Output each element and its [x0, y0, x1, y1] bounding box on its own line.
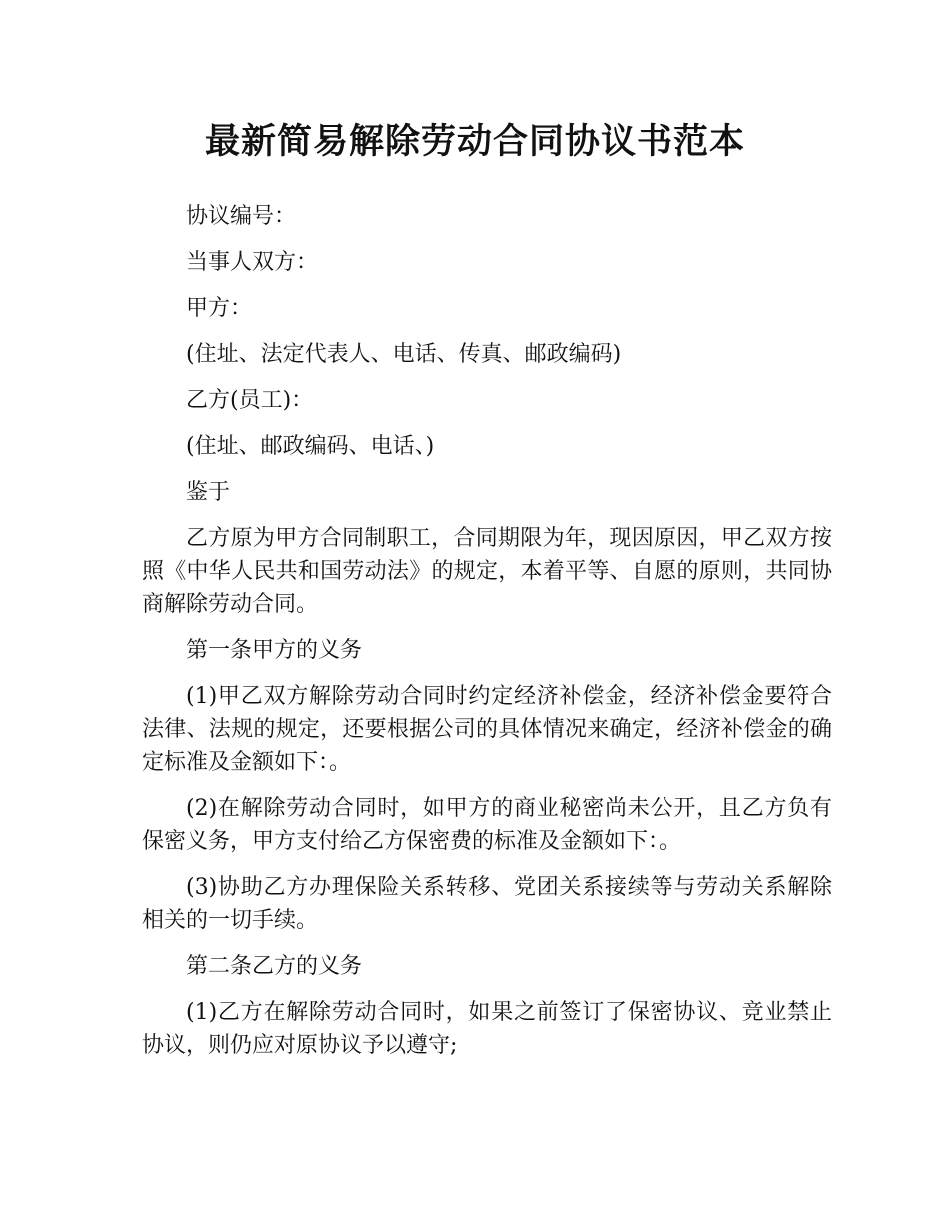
article-two-clause-1: (1)乙方在解除劳动合同时，如果之前签订了保密协议、竞业禁止协议，则仍应对原协议予以遵守;: [142, 1000, 832, 1058]
document-body: [142, 200, 832, 1075]
agreement-number-line: 协议编号：: [186, 204, 297, 229]
article-two-heading: 第二条乙方的义务: [186, 954, 363, 979]
article-one-clause-2: (2)在解除劳动合同时，如甲方的商业秘密尚未公开，且乙方负有保密义务，甲方支付给乙方保密费的标准及金额如下：。: [142, 796, 832, 854]
party-b-details: (住址、邮政编码、电话、): [186, 434, 435, 459]
party-b-line: 乙方(员工)：: [186, 388, 314, 413]
article-one-clause-1: (1)甲乙双方解除劳动合同时约定经济补偿金，经济补偿金要符合法律、法规的规定，还要根据公司的具体情况来确定，经济补偿金的确定标准及金额如下：。: [142, 684, 832, 775]
article-one-clause-3: (3)协助乙方办理保险关系转移、党团关系接续等与劳动关系解除相关的一切手续。: [142, 875, 832, 933]
whereas-line: 鉴于: [186, 480, 231, 505]
recital-paragraph: 乙方原为甲方合同制职工，合同期限为年，现因原因，甲乙双方按照《中华人民共和国劳动法》的规定，本着平等、自愿的原则，共同协商解除劳动合同。: [142, 526, 832, 617]
article-one-heading: 第一条甲方的义务: [186, 638, 363, 663]
document-title: 最新简易解除劳动合同协议书范本: [204, 122, 745, 162]
party-a-line: 甲方：: [186, 296, 253, 321]
party-a-details: (住址、法定代表人、电话、传真、邮政编码): [186, 342, 622, 367]
parties-heading: 当事人双方：: [186, 250, 319, 275]
